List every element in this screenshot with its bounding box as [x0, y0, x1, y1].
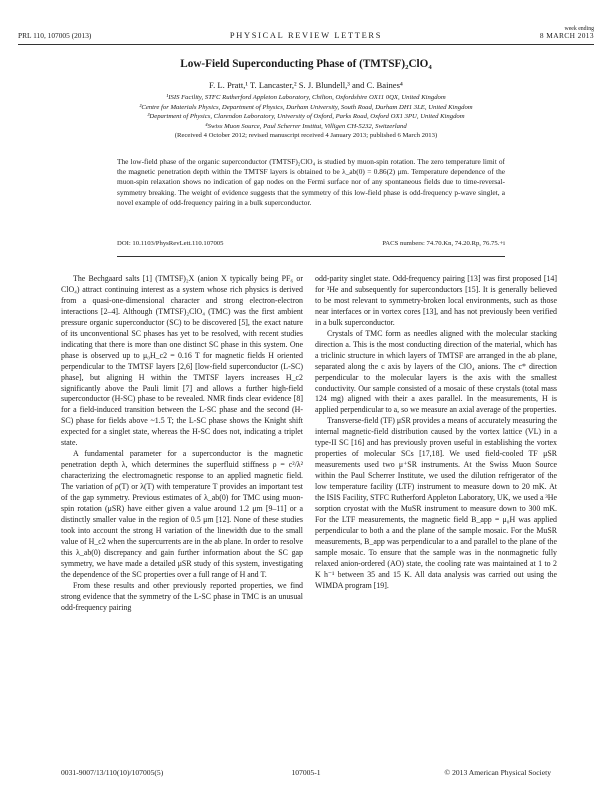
affiliations: [40, 93, 572, 141]
article-code: 0031-9007/13/110(10)/107005(5): [61, 768, 164, 777]
abstract: [117, 157, 505, 208]
journal-citation: PRL 110, 107005 (2013): [18, 31, 92, 40]
paragraph: From these results and other previously reported properties, we find strong evidence that the symmetry of the L-SC phase in TMC is an unusual odd-frequency pairing: [61, 580, 303, 612]
affiliation-2: ²Centre for Materials Physics, Department of Physics, Durham University, South Road, Durham DH1 3LE, United Kingdom: [139, 103, 473, 111]
pacs-numbers: PACS numbers: 74.70.Kn, 74.20.Rp, 76.75.+i: [382, 240, 505, 247]
affiliation-4: ⁴Swiss Muon Source, Paul Scherrer Institut, Villigen CH-5232, Switzerland: [205, 122, 407, 130]
page-footer: [61, 768, 551, 780]
paragraph: The Bechgaard salts [1] (TMTSF)₂X (anion X typically being PF₆ or ClO₄) attract continuing interest as a system whose rich physics is derived from a quasi-one-dimensional character and strong electron-electron interactions [2–4]. Although (TMTSF)₂ClO₄ (TMC) was the first ambient pressure organic superconductor (SC) to be discovered [5], the exact nature of its unconventional SC phases has yet to be resolved, with recent studies indicating that there is more than one distinct SC phase in this system. One phase is observed up to μ₀H_c2 = 0.16 T for magnetic fields H oriented perpendicular to the TMTSF layers [2,6] [low-field superconductor (L-SC) phase], but aligning H within the TMTSF layers increases H_c2 significantly above the Pauli limit [7] and allows a further high-field superconductor (H-SC) phase to be revealed. NMR finds clear evidence [8] for a field-induced transition between the L-SC phase and the second (H-SC) phase for fields above ~1.5 T; the L-SC phase shows the Knight shift expected for a singlet state, whereas the H-SC does not, indicating a triplet state.: [61, 274, 303, 448]
abstract-text: The low-field phase of the organic superconductor (TMTSF)₂ClO₄ is studied by muon-spin rotation. The zero temperature limit of the magnetic penetration depth within the TMTSF layers is obtained to be λ_ab(0) = 0.86(2) μm. Temperature dependence of the muon-spin relaxation shows no indication of gap nodes on the Fermi surface nor of any spontaneous fields due to time-reversal-symmetry breaking. The weight of evidence suggests that the symmetry of this low-field phase is odd-frequency p-wave singlet, a novel example of odd-frequency pairing in a bulk superconductor.: [117, 157, 505, 207]
affiliation-3: ³Department of Physics, Clarendon Laboratory, University of Oxford, Parks Road, Oxford OX1 3PU, United Kingdom: [147, 113, 465, 120]
issue-date: [540, 26, 594, 40]
header-rule: [18, 44, 594, 45]
journal-name: PHYSICAL REVIEW LETTERS: [229, 31, 383, 40]
author-list: F. L. Pratt,¹ T. Lancaster,² S. J. Blundell,³ and C. Baines⁴: [209, 80, 403, 90]
affiliation-1: ¹ISIS Facility, STFC Rutherford Appleton Laboratory, Chilton, Oxfordshire OX11 0QX, United Kingdom: [166, 94, 446, 101]
paragraph: odd-parity singlet state. Odd-frequency pairing [13] was first proposed [14] for ³He and subsequently for superconductors [15]. It is generally believed to be most relevant to symmetry-broken local environments, such as those near interfaces or in vortex cores [13], and has not previously been verified in a bulk superconductor.: [315, 274, 557, 327]
left-column: [61, 274, 303, 614]
date-label: 8 MARCH 2013: [539, 30, 594, 40]
copyright: © 2013 American Physical Society: [444, 768, 551, 777]
page-number: 107005-1: [291, 768, 321, 777]
paragraph: Crystals of TMC form as needles aligned with the molecular stacking direction a. This is the most conducting direction of the material, which has a triclinic structure in which layers of TMTSF are arranged in the ab plane, separated along the c axis by layers of the ClO₄ anions. The c* direction perpendicular to the molecular layers is the axis with the smallest conductivity. Our sample consisted of a mosaic of these crystals (total mass 124 mg) aligned with their a axes parallel. In the measurements, H is applied perpendicular to a, so we measure an axial average of the properties.: [315, 328, 557, 415]
paragraph: Transverse-field (TF) μSR provides a means of accurately measuring the internal magnetic-field distribution caused by the vortex lattice (VL) in a type-II SC [16] and has previously proven useful in establishing the vortex properties of molecular SCs [17,18]. We used field-cooled TF μSR measurements used two μ⁺SR instruments. At the Swiss Muon Source within the Paul Scherrer Institute, we used the dilution refrigerator of the low temperature facility (LTF) instrument to measure down to 20 mK. At the ISIS Facility, STFC Rutherford Appleton Laboratory, UK, we used a ³He sorption cryostat with the MuSR instrument to measure down to 300 mK. For the LTF measurements, the magnetic field B_app = μ₀H was applied perpendicular to both a and the plane of the sample mosaic. For the MuSR measurements, B_app was perpendicular to a and parallel to the plane of the sample mosaic. To ensure that the sample was in the nonmagnetic fully relaxed anion-ordered (AO) state, the cooling rate was maintained at 1 to 2 K h⁻¹ between 35 and 15 K. All data analysis was carried out using the WIMDA program [19].: [315, 416, 557, 590]
doi-pacs-line: [117, 240, 505, 247]
week-label: week ending: [564, 26, 594, 32]
paper-title: Low-Field Superconducting Phase of (TMTSF)₂ClO₄: [180, 58, 432, 70]
abstract-rule: [117, 256, 505, 257]
received-dates: (Received 4 October 2012; revised manuscript received 4 January 2013; published 6 March 2013): [174, 132, 438, 139]
right-column: [315, 274, 557, 592]
paragraph: A fundamental parameter for a superconductor is the magnetic penetration depth λ, which determines the superfluid stiffness ρ = c²/λ² characterizing the electromagnetic response to an applied magnetic field. The variation of ρ(T) or λ(T) with temperature T provides an important test of the gap symmetry. Previous estimates of λ_ab(0) for TMC using muon-spin rotation (μSR) have either given a value around 1.2 μm [9–11] or a distinctly smaller value in the region of 0.5 μm [12]. None of these studies took into account the strong H variation of the linewidth due to the small value of H_c2 when the supercurrents are in the ab plane. In order to resolve this λ_ab(0) discrepancy and gain further information about the SC gap symmetry, we have made a detailed μSR study of this system, investigating the dependence of the SC properties over a full range of H and T.: [61, 449, 303, 579]
doi-link[interactable]: DOI: 10.1103/PhysRevLett.110.107005: [117, 240, 224, 247]
running-header: [18, 26, 594, 42]
